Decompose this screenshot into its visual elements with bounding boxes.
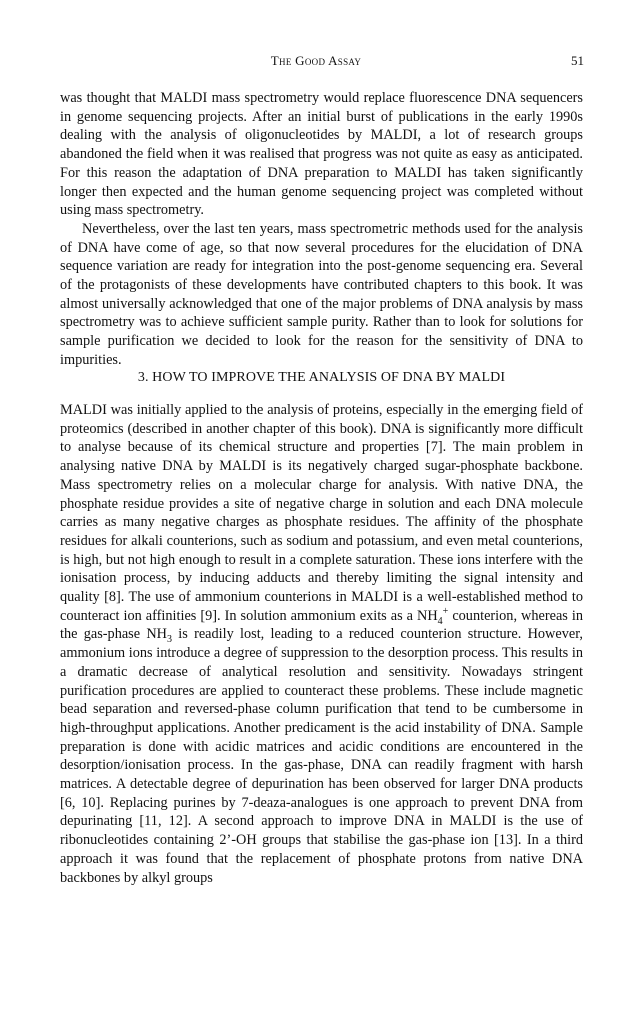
running-title: The Good Assay [270, 53, 362, 68]
section-body [60, 401, 583, 887]
section-paragraph [60, 401, 583, 887]
section-text-part3: is readily lost, leading to a reduced counterion structure. However, ammonium ions introduce a degree of suppression to the desorption process. This results in a dramatic decrease of analytical resolution and sensitivity. Nowadays stringent purification procedures are applied to counteract these problems. These include magnetic bead separation and reversed-phase column purification that tend to be cumbersome in high-throughput applications. Another predicament is the acid instability of DNA. Sample preparation is done with acidic matrices and acidic conditions are encountered in the desorption/ionisation process. In the gas-phase, DNA can readily fragment with harsh matrices. A detectable degree of depurination has been observed for larger DNA products [6, 10]. Replacing purines by 7-deaza-analogues is one approach to prevent DNA from depurinating [11, 12]. A second approach to improve DNA in MALDI is the use of ribonucleotides containing 2’-OH groups that stabilise the gas-phase ion [13]. In a third approach it was found that the replacement of phosphate protons from native DNA backbones by alkyl groups [60, 626, 583, 886]
section-text-part2: counterion, whereas in the gas-phase [60, 607, 583, 643]
paragraph-nevertheless: Nevertheless, over the last ten years, mass spectrometric methods used for the analysis of DNA have come of age, so that now several procedures for the elucidation of DNA sequence variation are ready for integration into the post-genome sequencing era. Several of the protagonists of these developments have contributed chapters to this book. It was almost universally acknowledged that one of the major problems of DNA analysis by mass spectrometry was to achieve sufficient sample purity. Rather than to look for solutions for sample purification we decided to look for the reason for the sensitivity of DNA to impurities. [60, 220, 583, 368]
nh3-formula: $NH_3$ [146, 626, 173, 646]
page-number: 51 [571, 53, 584, 68]
body-text-top [60, 89, 583, 370]
section-heading: 3. HOW TO IMPROVE THE ANALYSIS OF DNA BY MALDI [137, 370, 506, 385]
section-text-part1: MALDI was initially applied to the analysis of proteins, especially in the emerging field of proteomics (described in another chapter of this book). DNA is significantly more difficult to analyse because of its chemical structure and properties [7]. The main problem in analysing native DNA by MALDI is its negatively charged sugar-phosphate backbone. Mass spectrometry relies on a molecular charge for analysis. With native DNA, the phosphate residue provides a site of negative charge in solution and each DNA molecule carries as many negative charges as phosphate residues. The affinity of the phosphate residues for alkali counterions, such as sodium and potassium, and even metal counterions, is high, but not high enough to result in a complete saturation. These ions interfere with the ionisation process, by inducing adducts and thereby limiting the signal intensity and quality [8]. The use of ammonium counterions in MALDI is a well-established method to counteract ion affinities [9]. In solution ammonium exits as a [60, 402, 583, 624]
running-header [0, 53, 632, 71]
paragraph-continuation: was thought that MALDI mass spectrometry would replace fluorescence DNA sequencers in genome sequencing projects. After an initial burst of publications in the early 1990s dealing with the analysis of oligonucleotides by MALDI, a lot of research groups abandoned the field when it was realised that progress was not quite as easy as anticipated. For this reason the adaptation of DNA preparation to MALDI has taken significantly longer then expected and the human genome sequencing project was completed without using mass spectrometry. [60, 90, 583, 219]
nh4-formula: $NH_4^+$ [417, 605, 449, 627]
